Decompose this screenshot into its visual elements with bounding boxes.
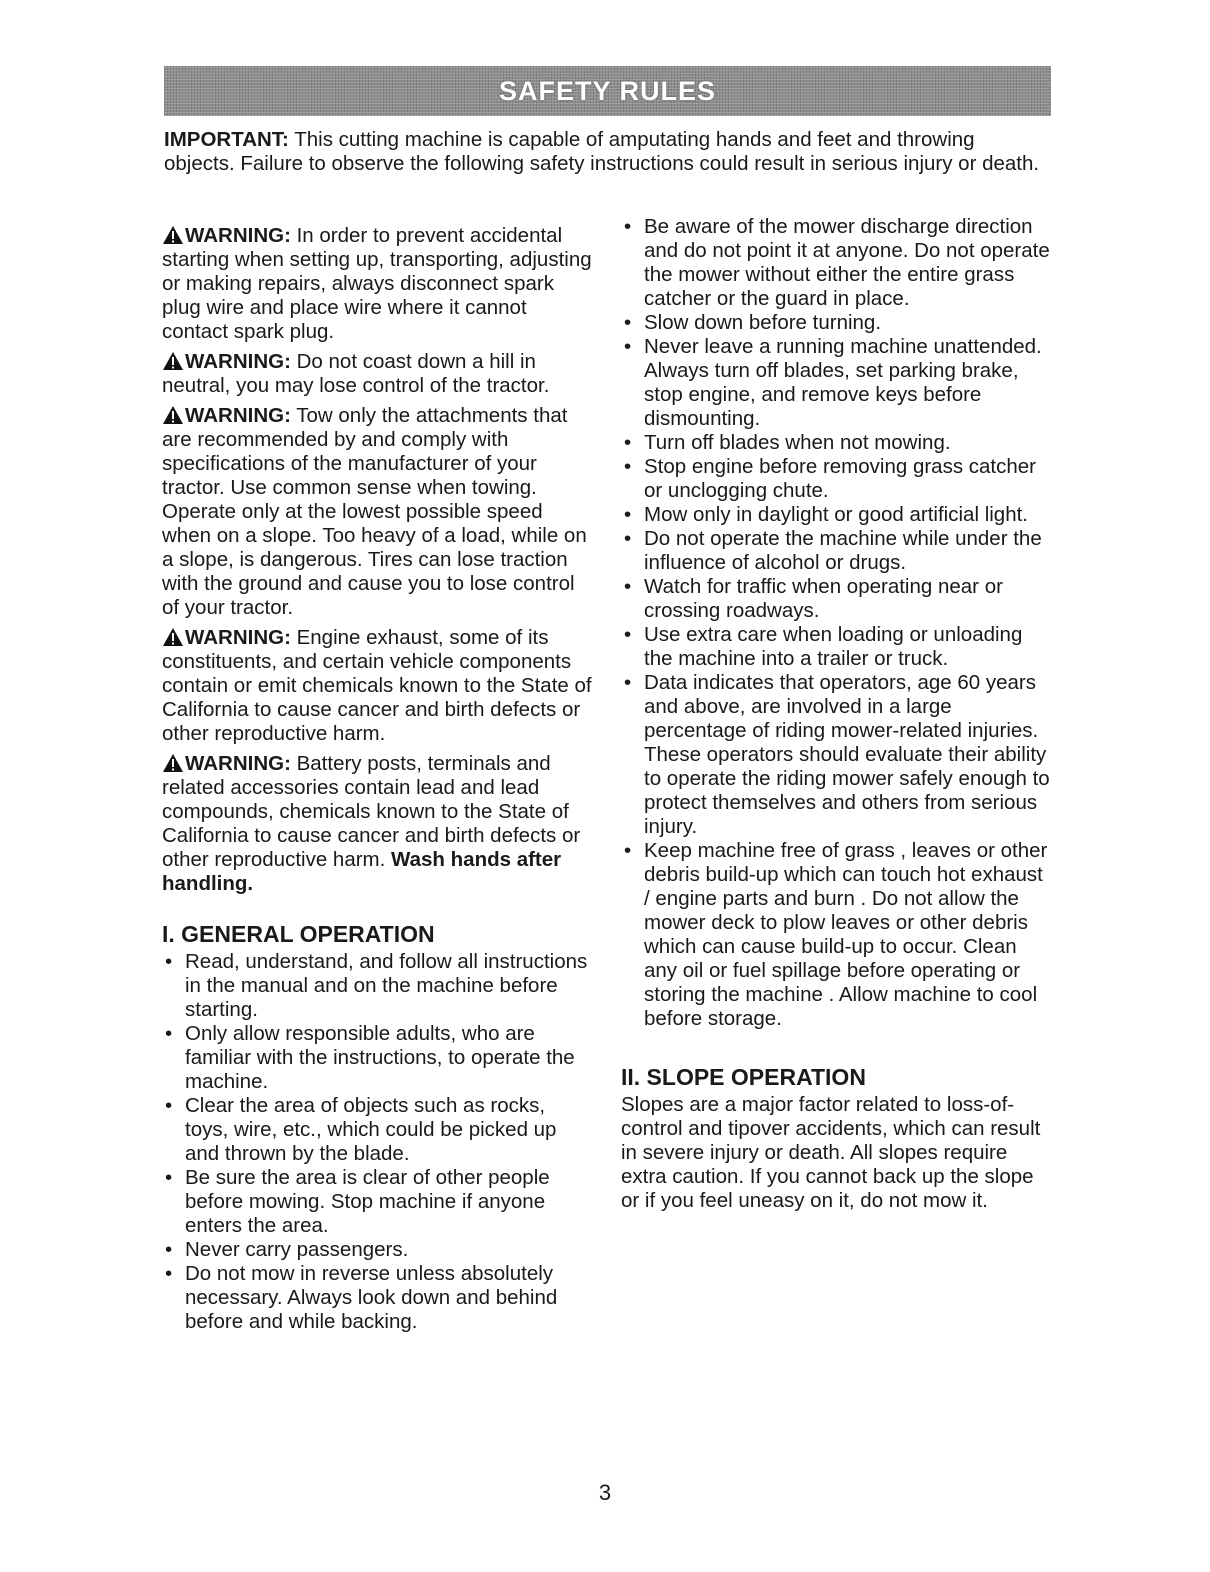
list-item: • Never leave a running machine unattended. Always turn off blades, set parking brake, stop engine, and remove keys before dismounting. xyxy=(621,335,1053,431)
list-item: • Do not mow in reverse unless absolutely necessary. Always look down and behind before and while backing. xyxy=(162,1262,594,1334)
warning-paragraph xyxy=(162,404,594,620)
list-item: • Slow down before turning. xyxy=(621,311,1053,335)
warning-text: Engine exhaust, some of its constituents, and certain vehicle components contain or emit chemicals known to the State of California to cause cancer and birth defects or other reproductive harm. xyxy=(162,626,592,745)
left-column xyxy=(162,224,594,1334)
warning-text: Tow only the attachments that are recommended by and comply with specifications of the manufacturer of your tractor. Use common sense when towing. Operate only at the lowest possible speed when on a slope. Too heavy of a load, while on a slope, is dangerous. Tires can lose traction with the ground and cause you to lose control of your tractor. xyxy=(162,404,587,619)
warning-label: WARNING: xyxy=(185,626,291,649)
warning-label: WARNING: xyxy=(185,404,291,427)
general-operation-heading: I. GENERAL OPERATION xyxy=(162,921,435,947)
warning-triangle-icon xyxy=(162,225,184,245)
list-item: • Only allow responsible adults, who are familiar with the instructions, to operate the machine. xyxy=(162,1022,594,1094)
wash-hands-notice: Wash hands after handling. xyxy=(162,848,562,895)
important-text: This cutting machine is capable of amputating hands and feet and throwing objects. Failure to observe the following safety instructions could result in serious injury or death. xyxy=(164,128,1040,175)
general-operation-list xyxy=(162,950,594,1334)
warning-label: WARNING: xyxy=(185,350,291,373)
page-number: 3 xyxy=(598,1480,612,1505)
warning-text: Battery posts, terminals and related accessories contain lead and lead compounds, chemicals known to the State of California to cause cancer and birth defects or other reproductive harm. xyxy=(162,752,581,871)
list-item: • Be aware of the mower discharge direction and do not point it at anyone. Do not operate the mower without either the entire grass catcher or the guard in place. xyxy=(621,215,1053,311)
page-title: SAFETY RULES xyxy=(498,75,717,106)
safety-rules-banner xyxy=(164,66,1051,116)
warning-paragraph xyxy=(162,224,594,344)
warning-label: WARNING: xyxy=(185,752,291,775)
list-item: • Turn off blades when not mowing. xyxy=(621,431,1053,455)
warning-paragraph xyxy=(162,350,594,398)
list-item: • Do not operate the machine while under the influence of alcohol or drugs. xyxy=(621,527,1053,575)
list-item: • Read, understand, and follow all instructions in the manual and on the machine before starting. xyxy=(162,950,594,1022)
list-item: • Data indicates that operators, age 60 years and above, are involved in a large percentage of riding mower-related injuries. These operators should evaluate their ability to operate the riding mower safely enough to protect themselves and others from serious injury. xyxy=(621,671,1053,839)
general-operation-list-continued xyxy=(621,215,1053,1031)
list-item: • Mow only in daylight or good artificial light. xyxy=(621,503,1053,527)
warning-text: In order to prevent accidental starting when setting up, transporting, adjusting or making repairs, always disconnect spark plug wire and place wire where it cannot contact spark plug. xyxy=(162,224,592,343)
list-item: • Use extra care when loading or unloading the machine into a trailer or truck. xyxy=(621,623,1053,671)
list-item: • Watch for traffic when operating near or crossing roadways. xyxy=(621,575,1053,623)
warning-triangle-icon xyxy=(162,351,184,371)
warning-paragraph xyxy=(162,626,594,746)
right-column xyxy=(621,215,1053,1219)
warning-triangle-icon xyxy=(162,405,184,425)
warning-text: Do not coast down a hill in neutral, you may lose control of the tractor. xyxy=(162,350,550,397)
list-item: • Never carry passengers. xyxy=(162,1238,594,1262)
slope-operation-heading: II. SLOPE OPERATION xyxy=(621,1064,866,1090)
list-item: • Be sure the area is clear of other people before mowing. Stop machine if anyone enters the area. xyxy=(162,1166,594,1238)
slope-operation-text: Slopes are a major factor related to loss-of-control and tipover accidents, which can result in severe injury or death. All slopes require extra caution. If you cannot back up the slope or if you feel uneasy on it, do not mow it. xyxy=(621,1093,1041,1212)
list-item: • Keep machine free of grass , leaves or other debris build-up which can touch hot exhaust / engine parts and burn . Do not allow the mower deck to plow leaves or other debris which can cause build-up to occur. Clean any oil or fuel spillage before operating or storing the machine . Allow machine to cool before storage. xyxy=(621,839,1053,1031)
warning-label: WARNING: xyxy=(185,224,291,247)
warning-triangle-icon xyxy=(162,627,184,647)
list-item: • Stop engine before removing grass catcher or unclogging chute. xyxy=(621,455,1053,503)
important-label: IMPORTANT: xyxy=(164,128,289,151)
list-item: • Clear the area of objects such as rocks, toys, wire, etc., which could be picked up and thrown by the blade. xyxy=(162,1094,594,1166)
warning-paragraph xyxy=(162,752,594,896)
warning-triangle-icon xyxy=(162,753,184,773)
important-notice xyxy=(164,128,1044,176)
